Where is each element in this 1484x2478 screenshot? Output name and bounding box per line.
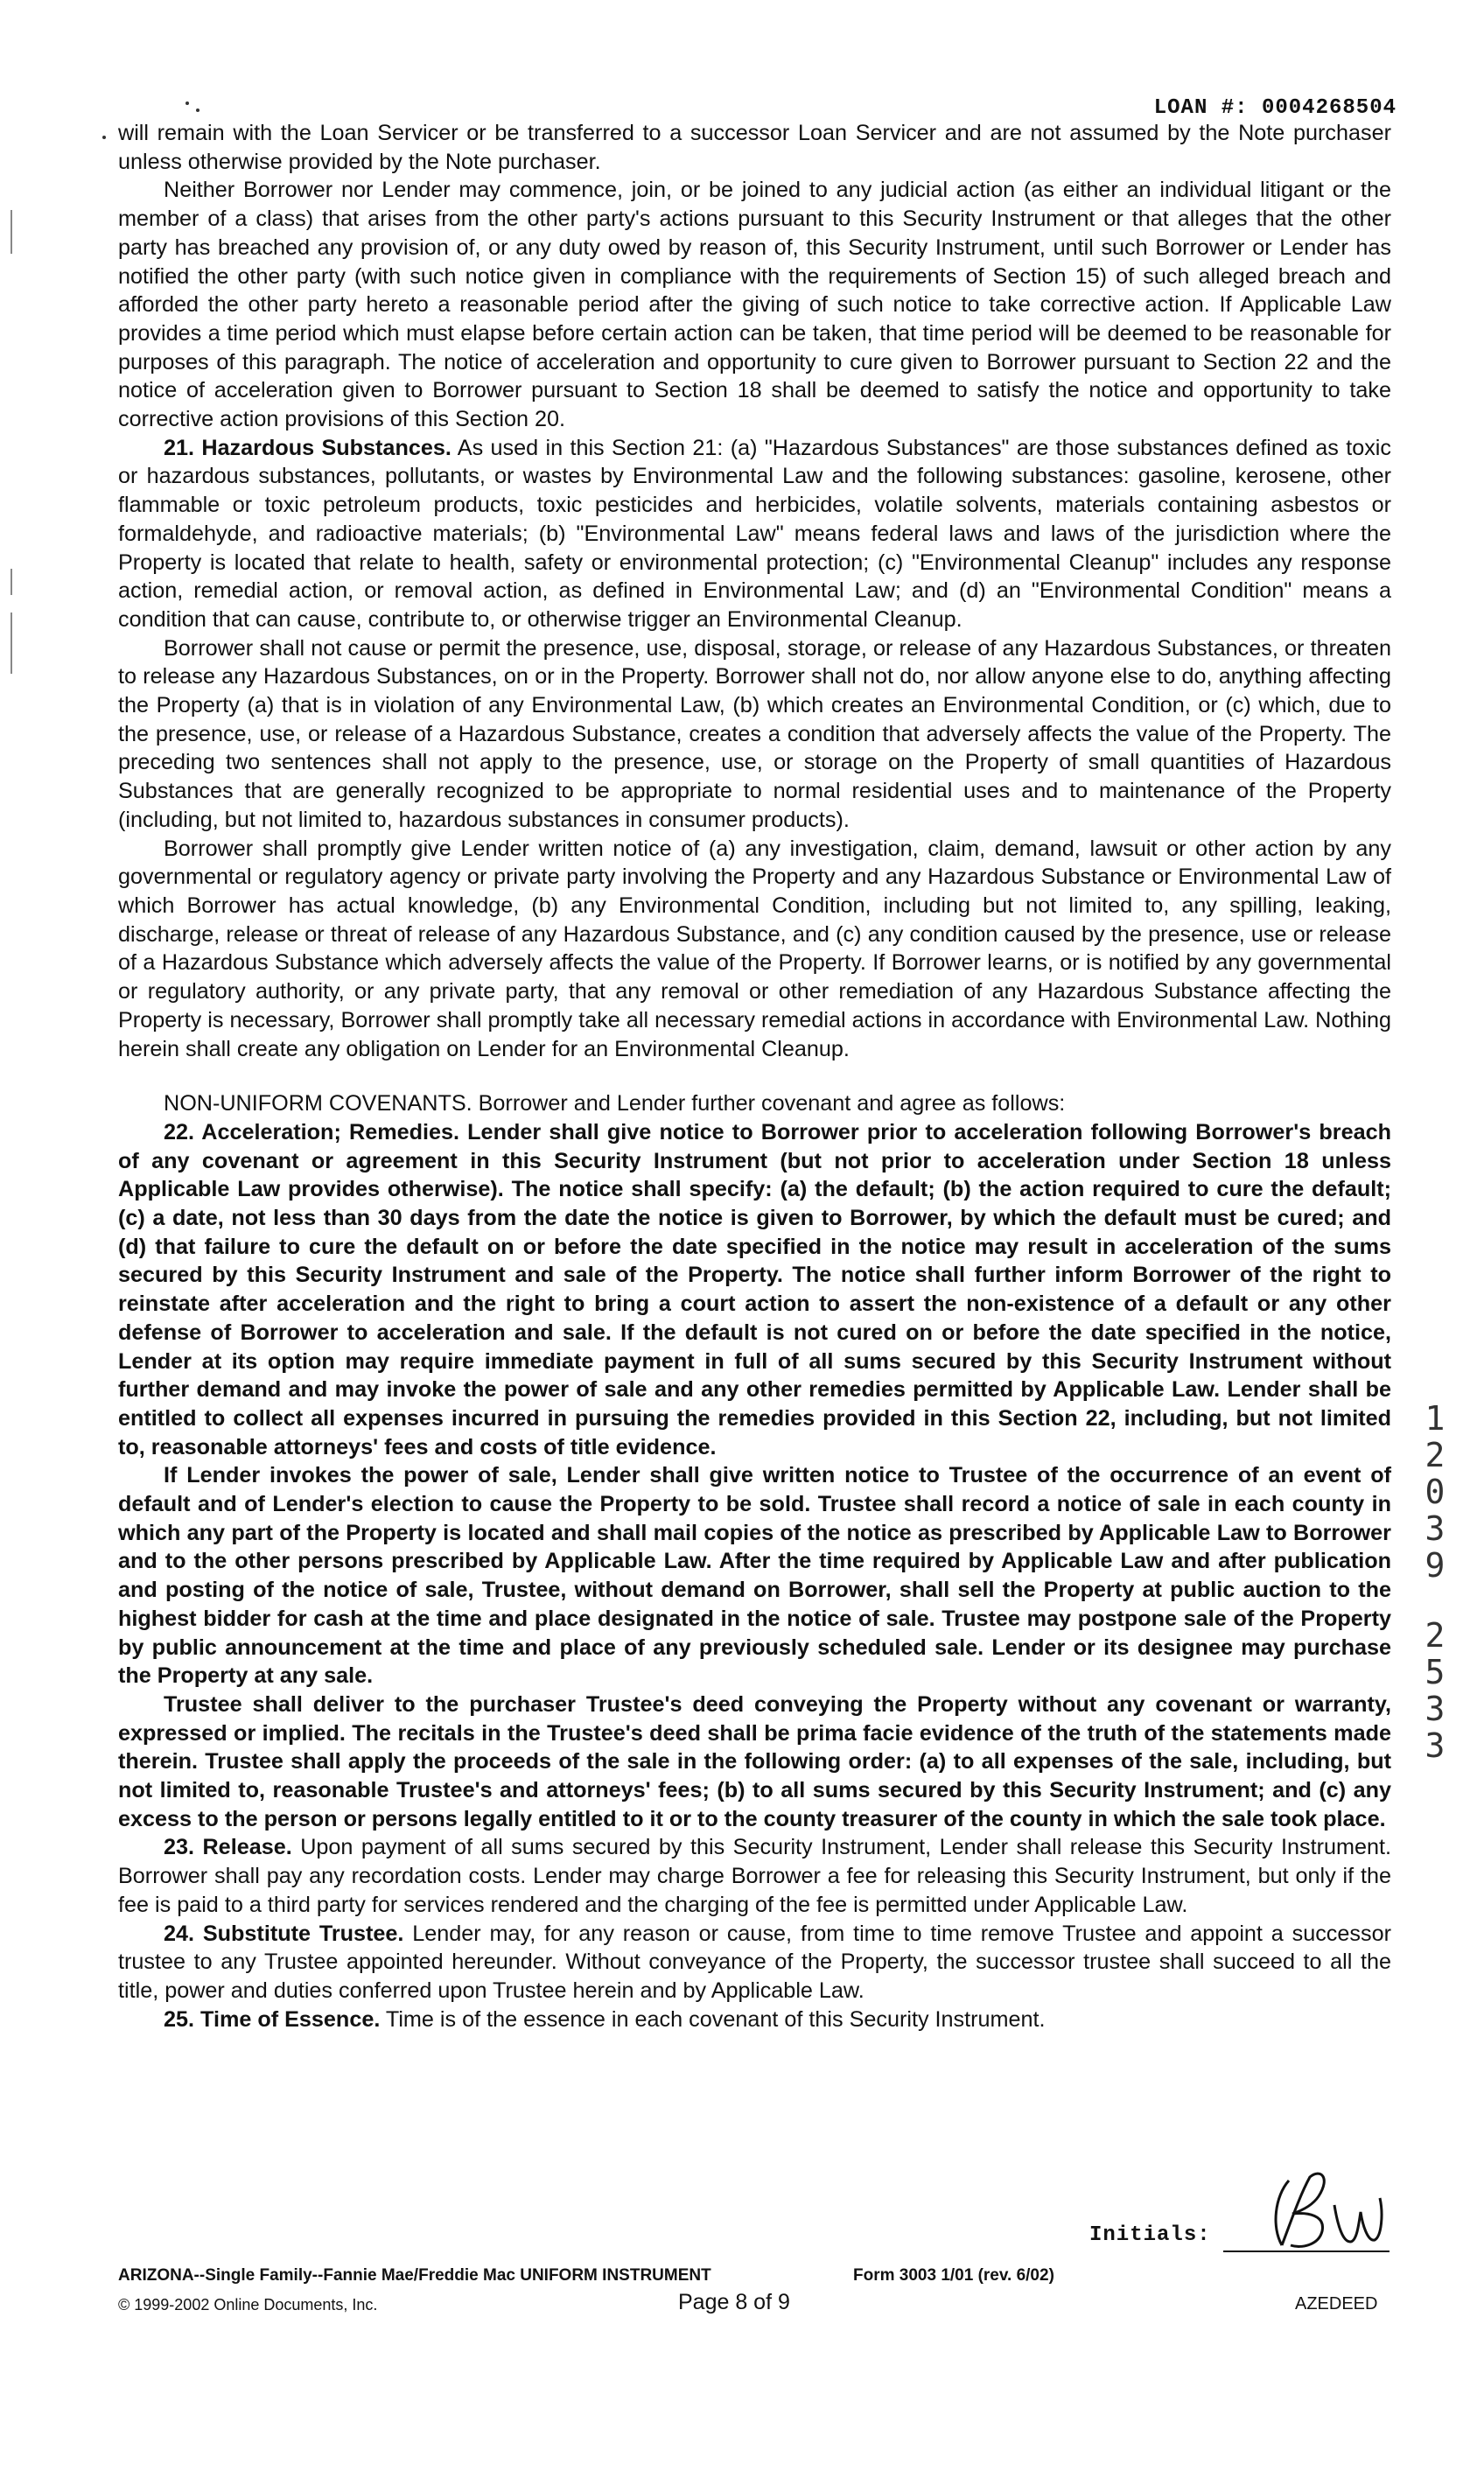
stamp-digit: 1 bbox=[1424, 1399, 1446, 1438]
non-uniform-covenants: NON-UNIFORM COVENANTS. Borrower and Lender further covenant and agree as follows: bbox=[164, 1091, 1066, 1116]
stamp-gap bbox=[1413, 1584, 1457, 1617]
scan-speck bbox=[102, 136, 106, 139]
document-body bbox=[118, 119, 1391, 2034]
margin-mark bbox=[10, 612, 12, 674]
margin-mark bbox=[10, 210, 12, 254]
stamp-digit: 0 bbox=[1424, 1473, 1446, 1511]
paragraph-continuation: will remain with the Loan Servicer or be transferred to a successor Loan Servicer and are not assumed by the Note purchaser unless otherwise provided by the Note purchaser. bbox=[118, 121, 1391, 174]
stamp-digit: 5 bbox=[1424, 1653, 1446, 1691]
footer-copyright: © 1999-2002 Online Documents, Inc. bbox=[118, 2296, 378, 2314]
section-21-heading: 21. Hazardous Substances. bbox=[164, 435, 452, 460]
paragraph-section-21 bbox=[118, 434, 1391, 634]
stamp-digit: 2 bbox=[1424, 1616, 1446, 1655]
paragraph-section-20: Neither Borrower nor Lender may commence, join, or be joined to any judicial action (as either an individual litigant or the member of a class) that arises from the other party's actions pursuant to this Security Instrument or that alleges that the other party has breached any provision of, or any duty owed by reason of, this Security Instrument, until such Borrower or Lender has notified the other party (with such notice given in compliance with the requirements of Section 15) of such alleged breach and afforded the other party hereto a reasonable period after the giving of such notice to take corrective action. If Applicable Law provides a time period which must elapse before certain action can be taken, that time period will be deemed to be reasonable for purposes of this paragraph. The notice of acceleration and opportunity to cure given to Borrower pursuant to Section 22 and the notice of acceleration given to Borrower pursuant to Section 18 shall be deemed to satisfy the notice and opportunity to take corrective action provisions of this Section 20. bbox=[118, 178, 1391, 432]
footer-form-number: Form 3003 1/01 (rev. 6/02) bbox=[853, 2266, 1054, 2285]
paragraph-power-of-sale: If Lender invokes the power of sale, Lender shall give written notice to Trustee of the occurrence of an event of default and of Lender's election to cause the Property to be sold. Trustee shall record a notice of sale in each county in which any part of the Property is located and shall mail copies of the notice as prescribed by Applicable Law to Borrower and to the other persons prescribed by Applicable Law. After the time required by Applicable Law and after publication and posting of the notice of sale, Trustee, without demand on Borrower, shall sell the Property at public auction to the highest bidder for cash at the time and place designated in the notice of sale. Trustee may postpone sale of the Property by public announcement at the time and place of any previously scheduled sale. Lender or its designee may purchase the Property at any sale. bbox=[118, 1463, 1391, 1689]
scan-speck bbox=[196, 108, 200, 112]
section-23-body: Upon payment of all sums secured by this Security Instrument, Lender shall release this Security Instrument. Borrower shall pay any recordation costs. Lender may charge Borrower a fee for releasing this Security Instrument, but only if the fee is paid to a third party for services rendered and the charging of the fee is permitted under Applicable Law. bbox=[118, 1835, 1391, 1917]
section-21-body: As used in this Section 21: (a) "Hazardous Substances" are those substances defined as toxic or hazardous substances, pollutants, or wastes by Environmental Law and the following substances: gasoline, kerosene, other flammable or toxic petroleum products, toxic pesticides and herbicides, volatile solvents, materials containing asbestos or formaldehyde, and radioactive materials; (b) "Environmental Law" means federal laws and laws of the jurisdiction where the Property is located that relate to health, safety or environmental protection; (c) "Environmental Cleanup" includes any response action, remedial action, or removal action, as defined in Environmental Law; and (d) an "Environmental Condition" means a condition that can cause, contribute to, or otherwise trigger an Environmental Cleanup. bbox=[118, 435, 1391, 632]
stamp-digit: 3 bbox=[1424, 1690, 1446, 1728]
paragraph-hazardous-notice: Borrower shall promptly give Lender written notice of (a) any investigation, claim, demand, lawsuit or other action by any governmental or regulatory agency or private party involving the Property and any Hazardous Substance or Environmental Law of which Borrower has actual knowledge, (b) any Environmental Condition, including but not limited to, any spilling, leaking, discharge, release or threat of release of any Hazardous Substance, and (c) any condition caused by the presence, use or release of a Hazardous Substance which adversely affects the value of the Property. If Borrower learns, or is notified by any governmental or regulatory authority, or any private party, that any removal or other remediation of any Hazardous Substance affecting the Property is necessary, Borrower shall promptly take all necessary remedial actions in accordance with Environmental Law. Nothing herein shall create any obligation on Lender for an Environmental Cleanup. bbox=[118, 836, 1391, 1061]
section-23-heading: 23. Release. bbox=[164, 1835, 292, 1860]
margin-mark bbox=[10, 569, 12, 595]
paragraph-hazardous-use: Borrower shall not cause or permit the presence, use, disposal, storage, or release of any Hazardous Substances, or threaten to release any Hazardous Substances, on or in the Property. Borrower shall not do, nor allow anyone else to do, anything affecting the Property (a) that is in violation of any Environmental Law, (b) which creates an Environmental Condition, or (c) which, due to the presence, use, or release of a Hazardous Substance, creates a condition that adversely affects the value of the Property. The preceding two sentences shall not apply to the presence, use, or storage on the Property of small quantities of Hazardous Substances that are generally recognized to be appropriate to normal residential uses and to maintenance of the Property (including, but not limited to, hazardous substances in consumer products). bbox=[118, 635, 1391, 832]
section-24-body: Lender may, for any reason or cause, from time to time remove Trustee and appoint a successor trustee to any Trustee appointed hereunder. Without conveyance of the Property, the successor trustee shall succeed to all the title, power and duties conferred upon Trustee herein and by Applicable Law. bbox=[118, 1921, 1391, 2003]
initials-signature bbox=[1256, 2161, 1387, 2258]
stamp-digit: 9 bbox=[1424, 1546, 1446, 1585]
paragraph-section-22: 22. Acceleration; Remedies. Lender shall give notice to Borrower prior to acceleration following Borrower's breach of any covenant or agreement in this Security Instrument (but not prior to acceleration under Section 18 unless Applicable Law provides otherwise). The notice shall specify: (a) the default; (b) the action required to cure the default; (c) a date, not less than 30 days from the date the notice is given to Borrower, by which the default must be cured; and (d) that failure to cure the default on or before the date specified in the notice may result in acceleration of the sums secured by this Security Instrument and sale of the Property. The notice shall further inform Borrower of the right to reinstate after acceleration and the right to bring a court action to assert the non-existence of a default or any other defense of Borrower to acceleration and sale. If the default is not cured on or before the date specified in the notice, Lender at its option may require immediate payment in full of all sums secured by this Security Instrument without further demand and may invoke the power of sale and any other remedies permitted by Applicable Law. Lender shall be entitled to collect all expenses incurred in pursuing the remedies provided in this Section 22, including, but not limited to, reasonable attorneys' fees and costs of title evidence. bbox=[118, 1119, 1391, 1460]
recording-stamp bbox=[1413, 1400, 1457, 1764]
footer-instrument-title: ARIZONA--Single Family--Fannie Mae/Freddie Mac UNIFORM INSTRUMENT bbox=[118, 2266, 711, 2285]
stamp-digit: 3 bbox=[1424, 1509, 1446, 1548]
paragraph-section-23 bbox=[118, 1833, 1391, 1919]
paragraph-section-24 bbox=[118, 1920, 1391, 2006]
footer-doc-code: AZEDEED bbox=[1295, 2294, 1378, 2314]
loan-number: LOAN #: 0004268504 bbox=[1153, 96, 1396, 120]
section-24-heading: 24. Substitute Trustee. bbox=[164, 1921, 404, 1946]
paragraph-section-25 bbox=[118, 2006, 1391, 2034]
page-number: Page 8 of 9 bbox=[678, 2290, 790, 2314]
stamp-digit: 2 bbox=[1424, 1436, 1446, 1474]
section-25-body: Time is of the essence in each covenant of this Security Instrument. bbox=[380, 2006, 1046, 2032]
paragraph-trustee-deed: Trustee shall deliver to the purchaser Trustee's deed conveying the Property without any covenant or warranty, expressed or implied. The recitals in the Trustee's deed shall be prima facie evidence of the truth of the statements made therein. Trustee shall apply the proceeds of the sale in the following order: (a) to all expenses of the sale, including, but not limited to, reasonable Trustee's and attorneys' fees; (b) to all sums secured by this Security Instrument; and (c) any excess to the person or persons legally entitled to it or to the county treasurer of the county in which the sale took place. bbox=[118, 1691, 1391, 1831]
scan-speck bbox=[186, 102, 189, 105]
section-25-heading: 25. Time of Essence. bbox=[164, 2006, 381, 2032]
stamp-digit: 3 bbox=[1424, 1726, 1446, 1765]
initials-label: Initials: bbox=[1089, 2223, 1211, 2247]
